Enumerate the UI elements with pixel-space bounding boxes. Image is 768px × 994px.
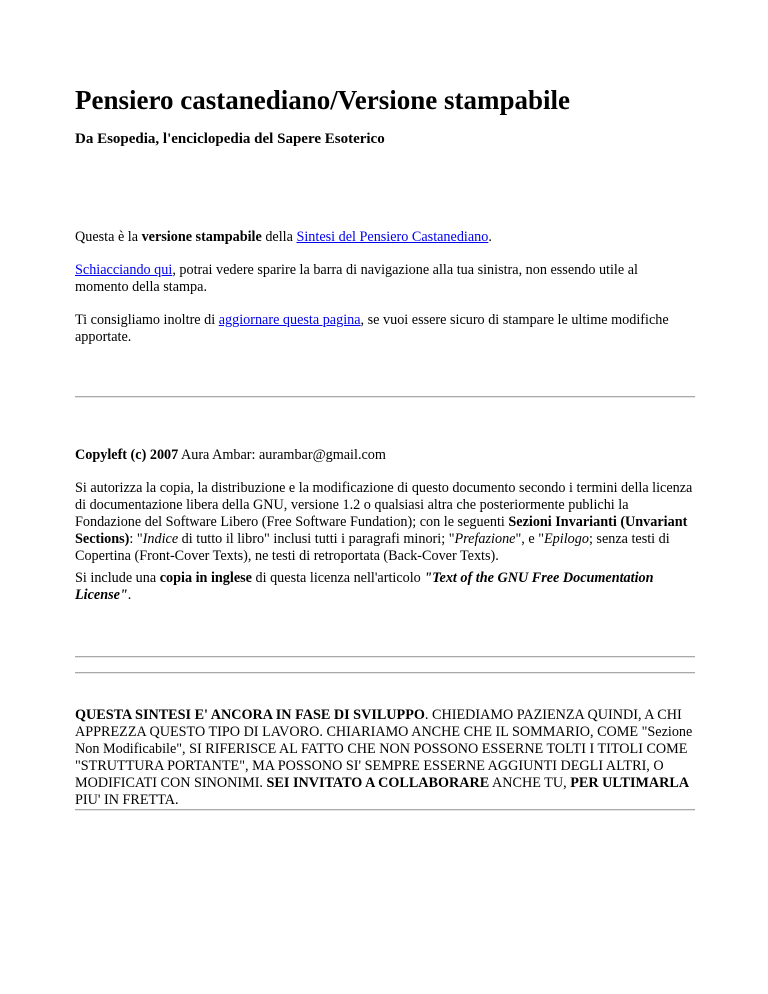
license-text: ", e " xyxy=(515,531,544,547)
intro-paragraph-1 xyxy=(75,229,695,246)
license-italic: Indice xyxy=(142,531,179,547)
intro-text: . xyxy=(488,229,492,245)
include-text: . xyxy=(127,587,132,603)
intro-paragraph-2 xyxy=(75,262,695,296)
synthesis-link[interactable]: Sintesi del Pensiero Castanediano xyxy=(296,229,489,245)
license-text: Si autorizza la copia, la distribuzione e la modificazione di questo documento secondo i termini della licenza di documentazione libera della GNU, versione 1.2 o qualsiasi altra che posteriormente publichi la Fondazione del Software Libero (Free Software Fundation); con le seguenti xyxy=(75,480,693,530)
page-title: Pensiero castanediano/Versione stampabile xyxy=(75,85,571,115)
divider xyxy=(75,672,695,674)
refresh-page-link[interactable]: aggiornare questa pagina xyxy=(218,312,361,328)
intro-text: , se vuoi essere sicuro di stampare le ultime modifiche apportate. xyxy=(75,312,669,345)
license-text: di tutto il libro" inclusi tutti i paragrafi minori; " xyxy=(178,531,455,547)
notice-bold: SEI INVITATO A COLLABORARE xyxy=(266,775,490,791)
page-subtitle: Da Esopedia, l'enciclopedia del Sapere Esoterico xyxy=(75,131,385,147)
license-text: ; senza testi di Copertina (Front-Cover Texts), ne testi di retroportata (Back-Cover Texts). xyxy=(75,531,670,564)
notice-text: ANCHE TU, xyxy=(489,775,571,791)
divider xyxy=(75,656,695,658)
license-paragraph xyxy=(75,480,695,565)
hide-navigation-link[interactable]: Schiacciando qui xyxy=(75,262,173,278)
intro-paragraph-3 xyxy=(75,312,695,346)
intro-bold: versione stampabile xyxy=(141,229,262,245)
divider xyxy=(75,396,695,398)
copyleft-label: Copyleft (c) 2007 xyxy=(75,447,179,463)
development-notice xyxy=(75,707,695,809)
intro-text: della xyxy=(261,229,297,245)
license-italic: Epilogo xyxy=(544,531,589,547)
notice-bold: QUESTA SINTESI E' ANCORA IN FASE DI SVILUPPO xyxy=(75,707,425,723)
include-text: di questa licenza nell'articolo xyxy=(251,570,425,586)
intro-text: Questa è la xyxy=(75,229,142,245)
license-bold: Sezioni Invarianti (Unvariant Sections) xyxy=(75,514,688,547)
notice-text: PIU' IN FRETTA. xyxy=(75,792,179,808)
divider xyxy=(75,809,695,811)
intro-text: Ti consigliamo inoltre di xyxy=(75,312,219,328)
intro-text: , potrai vedere sparire la barra di navigazione alla tua sinistra, non essendo utile al momento della stampa. xyxy=(75,262,638,295)
copyleft-author: Aura Ambar: aurambar@gmail.com xyxy=(178,447,386,463)
include-bold: copia in inglese xyxy=(159,570,252,586)
english-copy-paragraph xyxy=(75,570,695,604)
license-italic: Prefazione xyxy=(454,531,516,547)
license-article-title: "Text of the GNU Free Documentation License" xyxy=(75,570,654,603)
include-text: Si include una xyxy=(75,570,160,586)
notice-text: . CHIEDIAMO PAZIENZA QUINDI, A CHI APPREZZA QUESTO TIPO DI LAVORO. CHIARIAMO ANCHE CHE IL SOMMARIO, COME "Sezione Non Modificabile", SI RIFERISCE AL FATTO CHE NON POSSONO ESSERNE TOLTI I TITOLI COME "STRUTTURA PORTANTE", MA POSSONO SI' SEMPRE ESSERNE AGGIUNTI DEGLI ALTRI, O MODIFICATI CON SINONIMI. xyxy=(75,707,693,791)
license-text: : " xyxy=(129,531,143,547)
notice-bold: PER ULTIMARLA xyxy=(570,775,690,791)
copyleft-heading xyxy=(75,447,695,464)
